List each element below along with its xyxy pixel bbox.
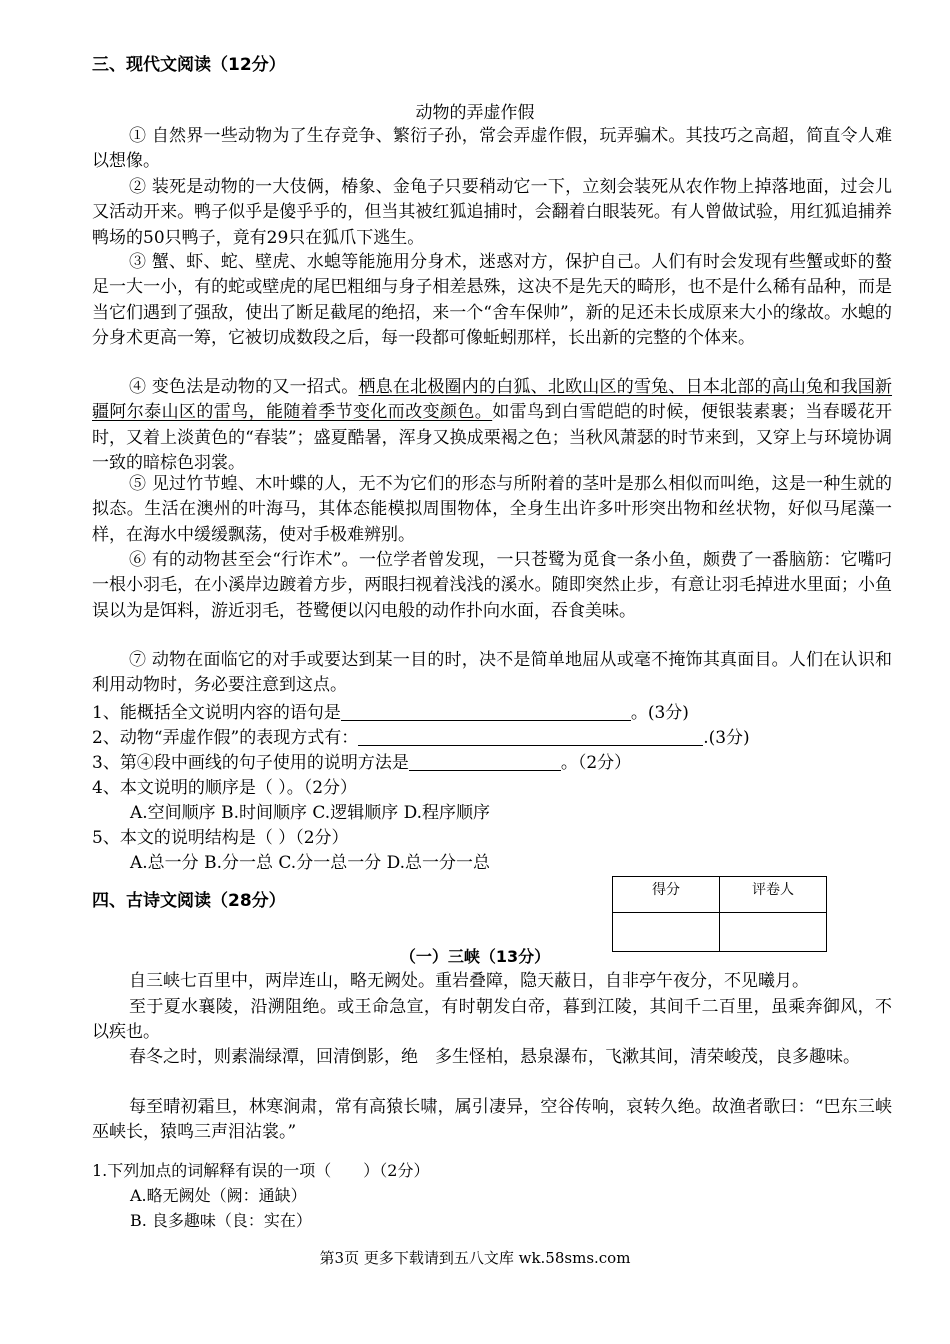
answer-blank-1[interactable] — [341, 703, 631, 721]
score-header: 得分 — [613, 877, 720, 913]
classical-text-title: （一）三峡（13分） — [399, 947, 551, 966]
classical-question-1: 1.下列加点的词解释有误的一项（ ）（2分） — [92, 1161, 430, 1180]
answer-blank-2[interactable] — [358, 728, 703, 746]
paragraph-7: ⑦ 动物在面临它的对手或要达到某一目的时，决不是简单地屈从或毫不掩饰其真面目。人们在认识和利用动物时，务必要注意到这点。 — [92, 650, 892, 696]
page-footer: 第3页 更多下载请到五八文库 wk.58sms.com — [319, 1249, 631, 1267]
question-1: 1、能概括全文说明内容的语句是 。(3分) — [92, 703, 689, 723]
paragraph-5: ⑤ 见过竹节蝗、木叶蝶的人，无不为它们的形态与所附着的茎叶是那么相似而叫绝，这是一种生就的拟态。生活在澳州的叶海马，其体态能模拟周围物体，全身生出许多叶形突出物和丝状物，好似马尾藻一样，在海水中缓缓飘荡，使对手极难辨别。 — [92, 474, 892, 545]
paragraph-4-start: ④ 变色法是动物的又一招式。 — [129, 377, 359, 397]
article-title: 动物的弄虚作假 — [415, 103, 535, 123]
question-5-options: A.总一分 B.分一总 C.分一总一分 D.总一分一总 — [130, 853, 491, 873]
paragraph-1: ① 自然界一些动物为了生存竞争、繁衍子孙，常会弄虚作假，玩弄骗术。其技巧之高超，简直令人难以想像。 — [92, 126, 892, 172]
score-table — [612, 876, 827, 952]
classical-paragraph-2: 至于夏水襄陵，沿溯阻绝。或王命急宣，有时朝发白帝，暮到江陵，其间千二百里，虽乘奔御风，不以疾也。 — [92, 997, 892, 1043]
classical-question-1-option-b: B. 良多趣味（良：实在） — [130, 1211, 312, 1230]
section-heading-classical-reading: 四、古诗文阅读（28分） — [92, 891, 286, 911]
paragraph-4-end: 如雷鸟到白雪皑皑的时候，便银装素裹；当春暖花开时，又着上淡黄色的“春装”；盛夏酷暑，浑身又换成栗褐之色；当秋风萧瑟的时节来到，又穿上与环境协调一致的暗棕色羽裳。 — [92, 402, 893, 474]
classical-paragraph-3: 春冬之时，则素湍绿潭，回清倒影，绝 多生怪柏，悬泉瀑布，飞漱其间，清荣峻茂，良多趣味。 — [129, 1047, 860, 1067]
classical-paragraph-4: 每至晴初霜旦，林寒涧肃，常有高猿长啸，属引凄异，空谷传响，哀转久绝。故渔者歌曰：“巴东三峡巫峡长，猿鸣三声泪沾裳。” — [92, 1097, 892, 1143]
classical-question-1-option-a: A.略无阙处（阙：通缺） — [130, 1186, 307, 1205]
paragraph-6: ⑥ 有的动物甚至会“行诈术”。一位学者曾发现，一只苍鹭为觅食一条小鱼，颇费了一番脑筋：它嘴叼一根小羽毛，在小溪岸边踱着方步，两眼扫视着浅浅的溪水。随即突然止步，有意让羽毛掉进水里面；小鱼误以为是饵料，游近羽毛，苍鹭便以闪电般的动作扑向水面，吞食美味。 — [92, 550, 892, 621]
question-4: 4、本文说明的顺序是（ ）。（2分） — [92, 778, 358, 798]
section-heading-modern-reading: 三、现代文阅读（12分） — [92, 55, 286, 75]
answer-blank-3[interactable] — [409, 753, 561, 771]
paragraph-4 — [92, 375, 892, 477]
underlined-sentence: 栖息在北极圈内的白狐、北欧山区的雪兔、日本北部的高山兔和我国新疆阿尔泰山区的雷鸟，能随着季节变化而改变颜色。 — [92, 377, 893, 423]
paragraph-2: ② 装死是动物的一大伎俩，椿象、金龟子只要稍动它一下，立刻会装死从农作物上掉落地面，过会儿又活动开来。鸭子似乎是傻乎乎的，但当其被红狐追捕时，会翻着白眼装死。有人曾做试验，用红狐追捕养鸭场的50只鸭子，竟有29只在狐爪下逃生。 — [92, 177, 892, 248]
question-2: 2、动物“弄虚作假”的表现方式有： .(3分) — [92, 728, 750, 748]
paragraph-3: ③ 蟹、虾、蛇、壁虎、水螅等能施用分身术，迷惑对方，保护自己。人们有时会发现有些蟹或虾的螯足一大一小，有的蛇或壁虎的尾巴粗细与身子相差悬殊，这决不是先天的畸形，也不是什么稀有品种，而是当它们遇到了强敌，使出了断足截尾的绝招，来一个“舍车保帅”，新的足还未长成原来大小的缘故。水螅的分身术更高一筹，它被切成数段之后，每一段都可像蚯蚓那样，长出新的完整的个体来。 — [92, 252, 892, 349]
grader-header: 评卷人 — [720, 877, 827, 913]
question-4-options: A.空间顺序 B.时间顺序 C.逻辑顺序 D.程序顺序 — [130, 803, 491, 823]
classical-paragraph-1: 自三峡七百里中，两岸连山，略无阙处。重岩叠障，隐天蔽日，自非亭午夜分，不见曦月。 — [129, 971, 809, 991]
question-5: 5、本文的说明结构是（ ）（2分） — [92, 828, 349, 848]
question-3: 3、第④段中画线的句子使用的说明方法是 。（2分） — [92, 753, 632, 773]
